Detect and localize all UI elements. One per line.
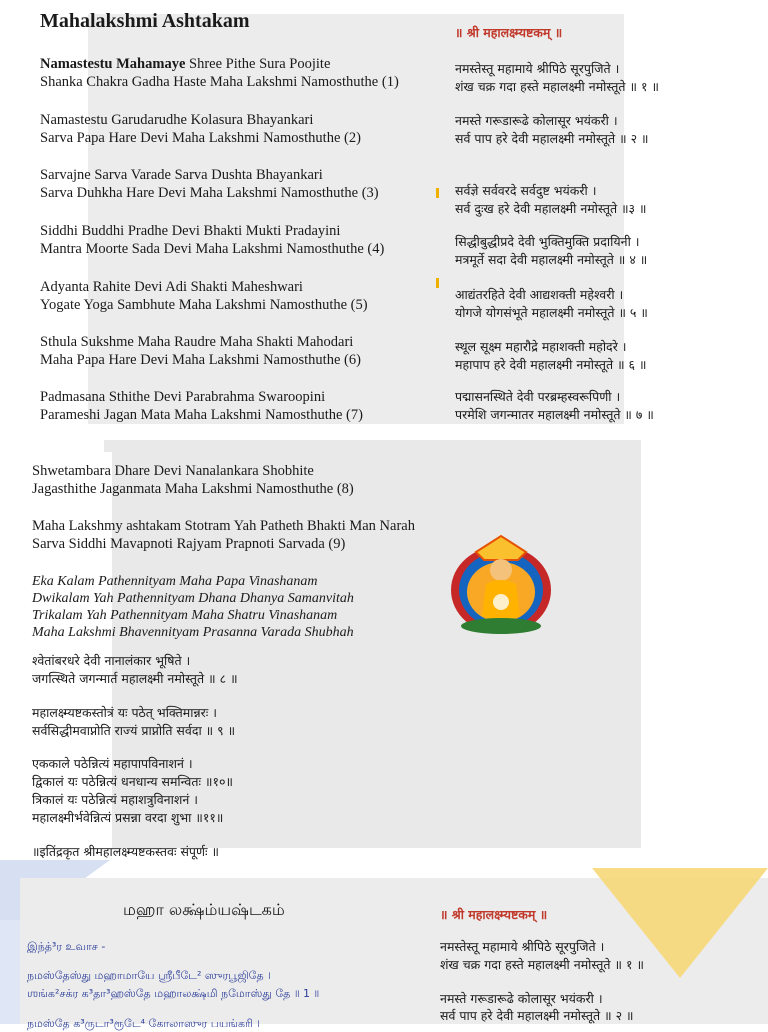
sanskrit-title-2: ॥ श्री महालक्ष्म्यष्टकम् ॥ bbox=[440, 907, 548, 922]
dev-verse-8-line-1: श्वेतांबरधरे देवी नानालंकार भूषिते । bbox=[32, 653, 191, 668]
dev-verse-7-line-2: परमेशि जगन्मातर महालक्ष्मी नमोस्तूते ॥ ७ ॥ bbox=[455, 407, 654, 422]
verse-4-line-2: Mantra Moorte Sada Devi Maha Lakshmi Namosthuthe (4) bbox=[40, 241, 385, 257]
lakshmi-deity-image bbox=[446, 532, 556, 636]
dev-verse-10-line-1: एककाले पठेन्नित्यं महापापविनाशनं । bbox=[32, 756, 193, 771]
dev3-line-2: शंख चक्र गदा हस्ते महालक्ष्मी नमोस्तूते ॥ १ ॥ bbox=[440, 957, 644, 972]
dev-verse-5-line-1: आद्यंतरहिते देवी आद्यशक्ती महेश्वरी । bbox=[455, 287, 624, 302]
verse-7-line-2: Parameshi Jagan Mata Maha Lakshmi Namosthuthe (7) bbox=[40, 407, 363, 423]
dev-verse-11-line-2: महालक्ष्मीर्भवेन्नित्यं प्रसन्ना वरदा शुभा ॥११॥ bbox=[32, 810, 224, 825]
verse-2-line-1: Namastestu Garudarudhe Kolasura Bhayankari bbox=[40, 112, 314, 128]
tamil-line-4: நமஸ்தே க³ருடா³ரூடே⁴ கோலாஸுர பயங்கரி । bbox=[27, 1017, 261, 1030]
verse-8-line-1: Shwetambara Dhare Devi Nanalankara Shobhite bbox=[32, 463, 314, 479]
phala-line-1: Eka Kalam Pathennityam Maha Papa Vinashanam bbox=[32, 574, 318, 589]
verse-5-line-2: Yogate Yoga Sambhute Maha Lakshmi Namosthuthe (5) bbox=[40, 297, 368, 313]
phala-line-3: Trikalam Yah Pathennityam Maha Shatru Vinashanam bbox=[32, 608, 338, 623]
dev-verse-1-line-2: शंख चक्र गदा हस्ते महालक्ष्मी नमोस्तूते ॥ १ ॥ bbox=[455, 79, 659, 94]
verse-4-line-1: Siddhi Buddhi Pradhe Devi Bhakti Mukti Pradayini bbox=[40, 223, 341, 239]
dev3-line-4: सर्व पाप हरे देवी महालक्ष्मी नमोस्तूते ॥ २ ॥ bbox=[440, 1008, 634, 1023]
dev-verse-6-line-2: महापाप हरे देवी महालक्ष्मी नमोस्तूते ॥ ६ ॥ bbox=[455, 357, 647, 372]
verse-5-line-1: Adyanta Rahite Devi Adi Shakti Maheshwari bbox=[40, 279, 303, 295]
tamil-line-2: நமஸ்தேஸ்து மஹாமாயே ஶ்ரீபீடே² ஸுரபூஜிதே । bbox=[27, 969, 271, 982]
yellow-mark bbox=[436, 188, 439, 198]
dev-verse-7-line-1: पद्मासनस्थिते देवी परब्रम्हस्वरूपिणी । bbox=[455, 389, 621, 404]
verse-8-line-2: Jagasthithe Jaganmata Maha Lakshmi Namosthuthe (8) bbox=[32, 481, 354, 497]
yellow-mark bbox=[436, 278, 439, 288]
dev-verse-1-line-1: नमस्तेस्तू महामाये श्रीपिठे सूरपुजिते । bbox=[455, 61, 620, 76]
verse-2-line-2: Sarva Papa Hare Devi Maha Lakshmi Namosthuthe (2) bbox=[40, 130, 361, 146]
sanskrit-title: ॥ श्री महालक्ष्म्यष्टकम् ॥ bbox=[455, 25, 563, 40]
verse-3-line-2: Sarva Duhkha Hare Devi Maha Lakshmi Namosthuthe (3) bbox=[40, 185, 379, 201]
verse-7-line-1: Padmasana Sthithe Devi Parabrahma Swaroopini bbox=[40, 389, 326, 405]
verse-6-line-2: Maha Papa Hare Devi Maha Lakshmi Namosthuthe (6) bbox=[40, 352, 361, 368]
dev-verse-2-line-1: नमस्ते गरूडारूढे कोलासूर भयंकरी । bbox=[455, 113, 618, 128]
verse-9-line-1: Maha Lakshmy ashtakam Stotram Yah Patheth Bhakti Man Narah bbox=[32, 518, 415, 534]
dev-verse-10-line-2: द्विकालं यः पठेन्नित्यं धनधान्य समन्वितः ॥१०॥ bbox=[32, 774, 233, 789]
dev-verse-2-line-2: सर्व पाप हरे देवी महालक्ष्मी नमोस्तूते ॥ २ ॥ bbox=[455, 131, 649, 146]
page-title: Mahalakshmi Ashtakam bbox=[40, 10, 250, 32]
dev-verse-6-line-1: स्थूल सूक्ष्म महारौद्रे महाशक्ती महोदरे । bbox=[455, 339, 627, 354]
dev-verse-4-line-1: सिद्धीबुद्धीप्रदे देवी भुक्तिमुक्ति प्रदायिनी । bbox=[455, 234, 640, 249]
dev-verse-9-line-1: महालक्ष्म्यष्टकस्तोत्रं यः पठेत् भक्तिमान्नरः । bbox=[32, 705, 217, 720]
dev-verse-4-line-2: मत्रमूर्ते सदा देवी महालक्ष्मी नमोस्तूते ॥ ४ ॥ bbox=[455, 252, 648, 267]
closing-line: ॥इतिंद्रकृत श्रीमहालक्ष्म्यष्टकस्तवः संपूर्णः ॥ bbox=[32, 844, 220, 859]
verse-6-line-1: Sthula Sukshme Maha Raudre Maha Shakti Mahodari bbox=[40, 334, 354, 350]
verse-3-line-1: Sarvajne Sarva Varade Sarva Dushta Bhayankari bbox=[40, 167, 323, 183]
tamil-line-3: ஶங்க²சக்ர க³தா³ஹஸ்தே மஹாலக்ஷ்மி நமோஸ்து தே ॥ 1 ॥ bbox=[27, 987, 320, 1000]
verse-1-line-2: Shanka Chakra Gadha Haste Maha Lakshmi Namosthuthe (1) bbox=[40, 74, 399, 90]
phala-line-4: Maha Lakshmi Bhavennityam Prasanna Varada Shubhah bbox=[32, 625, 354, 640]
tamil-title: மஹா லக்ஷ்ம்யஷ்டகம் bbox=[123, 900, 285, 919]
phala-line-2: Dwikalam Yah Pathennityam Dhana Dhanya Samanvitah bbox=[32, 591, 354, 606]
dev-verse-11-line-1: त्रिकालं यः पठेन्नित्यं महाशत्रुविनाशनं । bbox=[32, 792, 199, 807]
dev3-line-1: नमस्तेस्तू महामाये श्रीपिठे सूरपुजिते । bbox=[440, 939, 605, 954]
verse-9-line-2: Sarva Siddhi Mavapnoti Rajyam Prapnoti Sarvada (9) bbox=[32, 536, 346, 552]
tamil-line-1: இந்த்³ர உவாச - bbox=[27, 940, 106, 953]
dev-verse-8-line-2: जगत्स्थिते जगन्मार्त महालक्ष्मी नमोस्तूते ॥ ८ ॥ bbox=[32, 671, 238, 686]
dev-verse-3-line-1: सर्वज्ञे सर्ववरदे सर्वदुष्ट भयंकरी । bbox=[455, 183, 597, 198]
dev-verse-9-line-2: सर्वसिद्धीमवाप्नोति राज्यं प्राप्नोति सर्वदा ॥ ९ ॥ bbox=[32, 723, 236, 738]
dev3-line-3: नमस्ते गरूडारूढे कोलासूर भयंकरी । bbox=[440, 991, 603, 1006]
dev-verse-3-line-2: सर्व दुःख हरे देवी महालक्ष्मी नमोस्तूते ॥३ ॥ bbox=[455, 201, 647, 216]
verse-1-line-1: Namastestu Mahamaye Shree Pithe Sura Poojite bbox=[40, 56, 331, 72]
dev-verse-5-line-2: योगजे योगसंभूते महालक्ष्मी नमोस्तूते ॥ ५ ॥ bbox=[455, 305, 648, 320]
